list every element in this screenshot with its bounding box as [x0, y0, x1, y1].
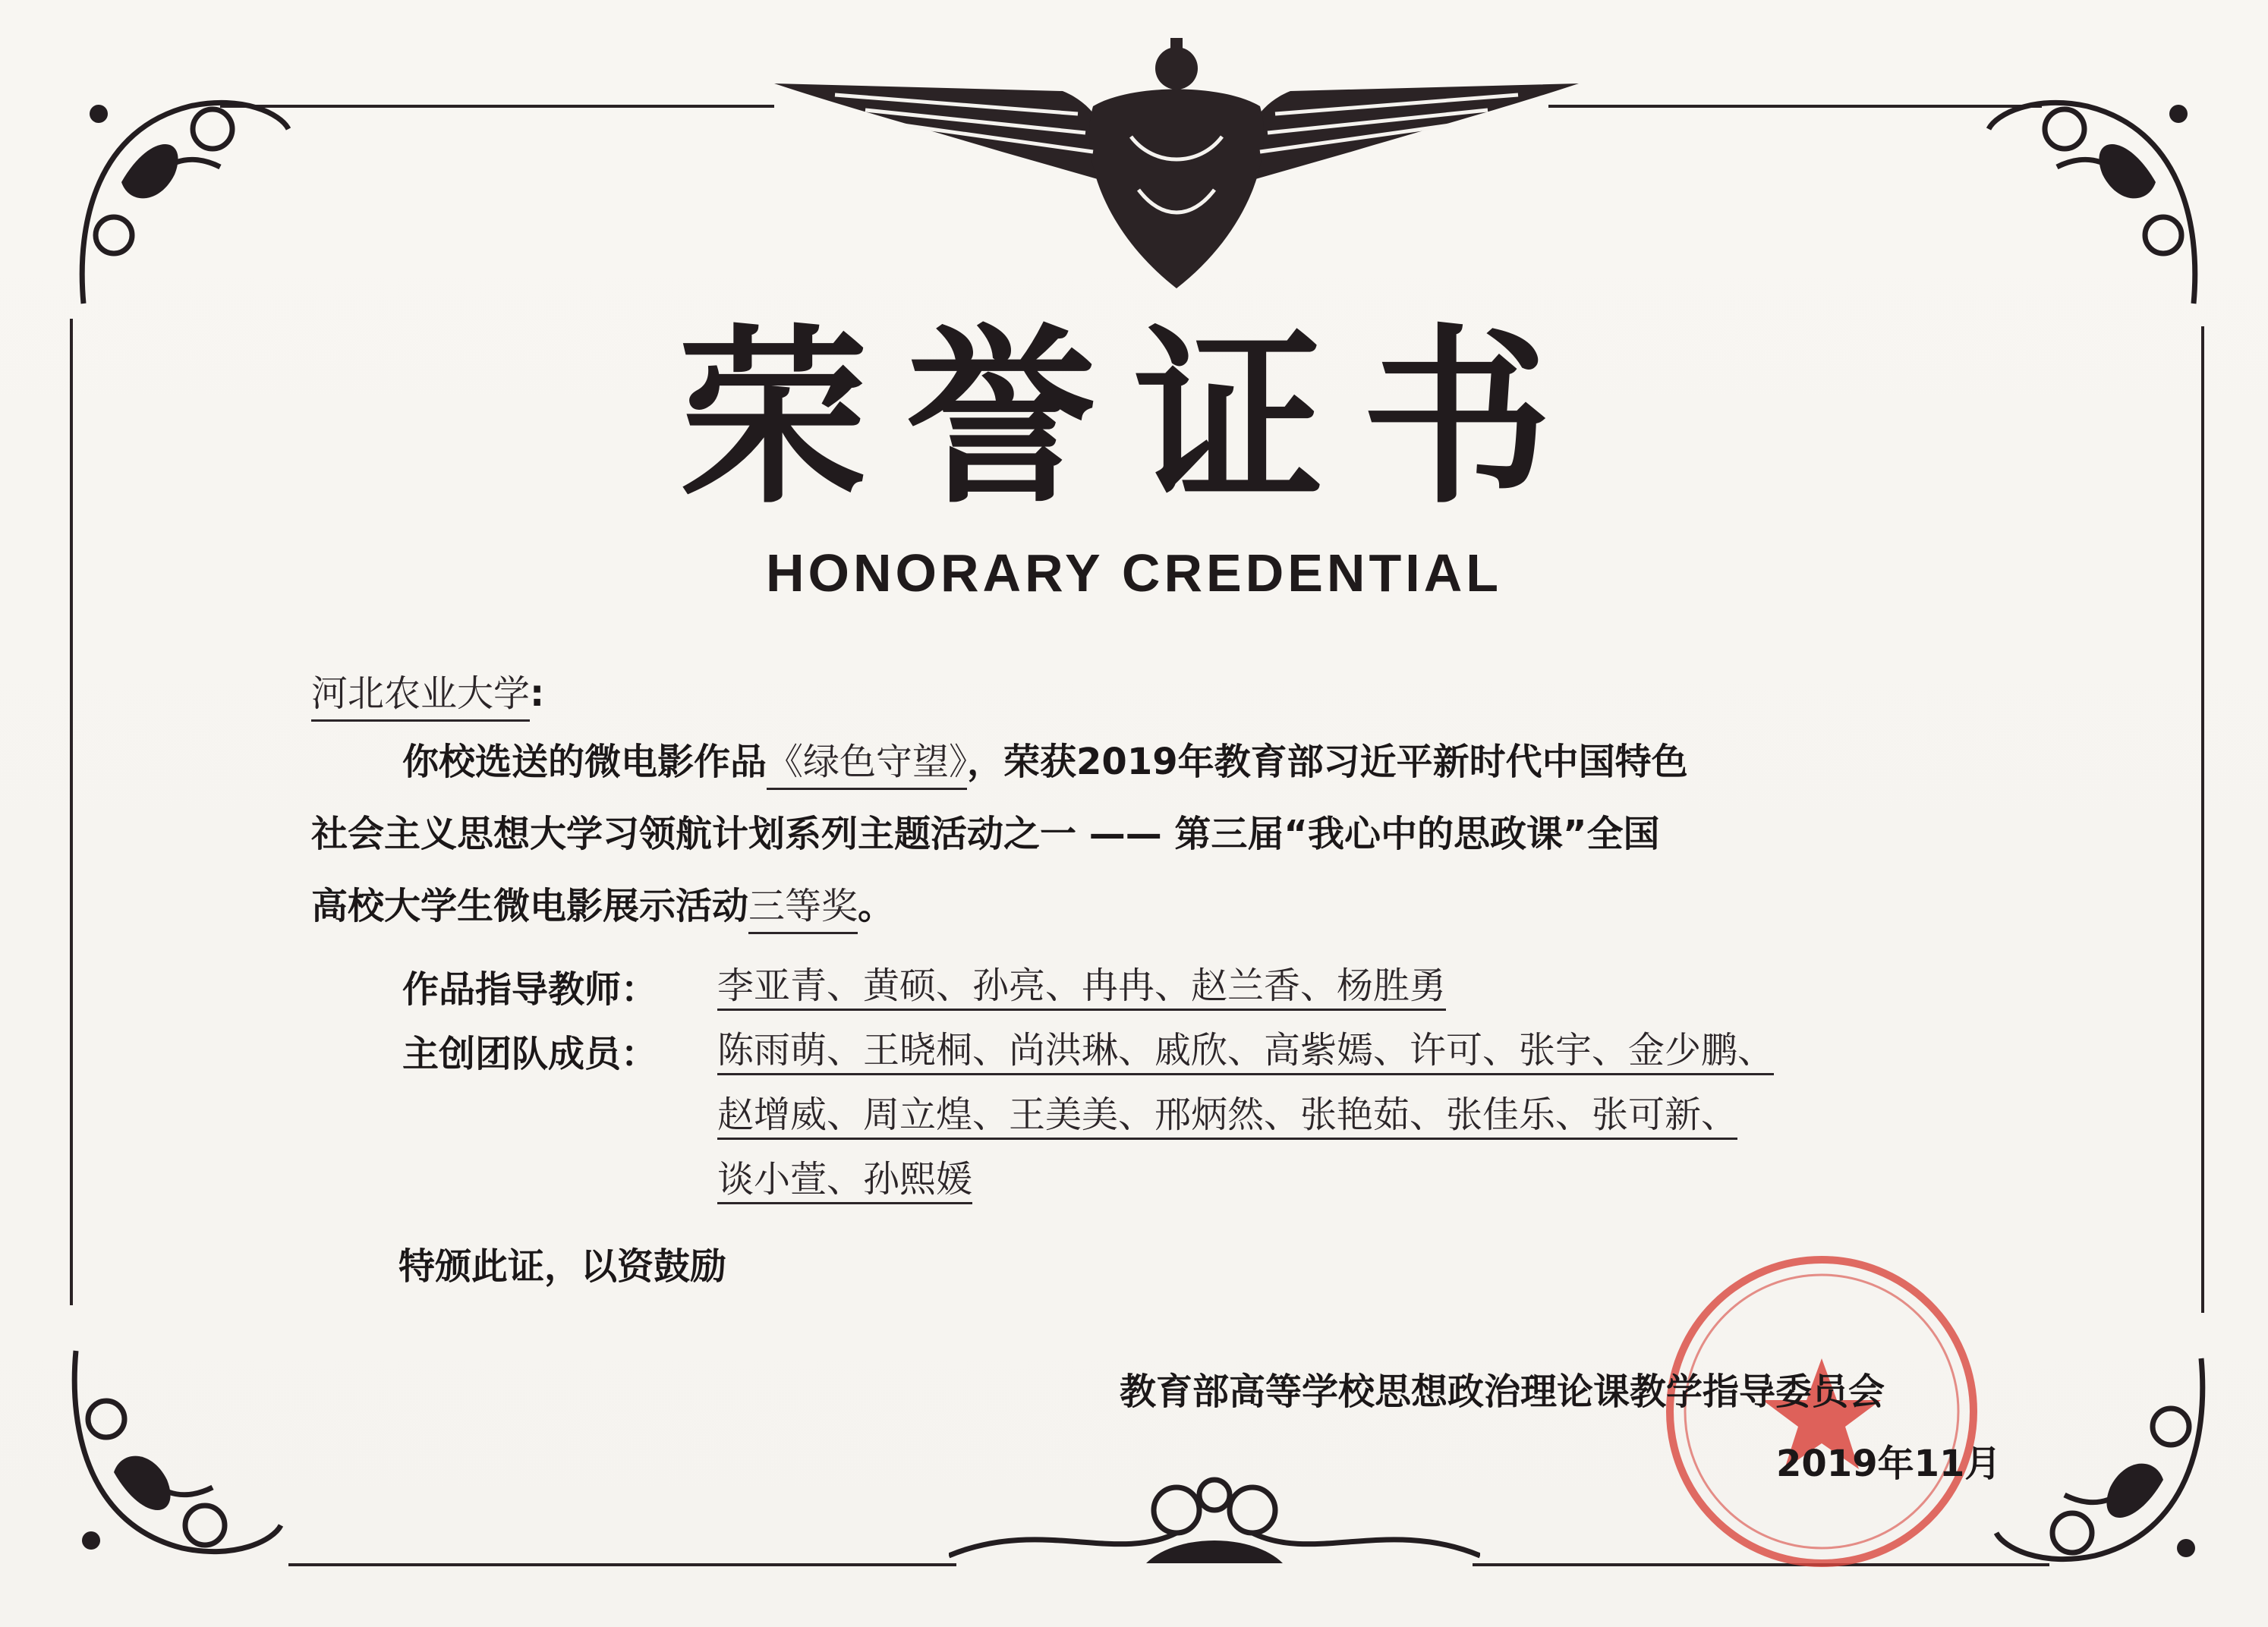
team-label: 主创团队成员： [402, 1033, 658, 1075]
bottom-scroll-ornament [949, 1457, 1480, 1571]
issue-date: 2019年11月 [1776, 1443, 2002, 1485]
advisors-names: 李亚青、黄硕、孙亮、冉冉、赵兰香、杨胜勇 [717, 968, 1446, 1011]
body-line-2: 社会主义思想大学习领航计划系列主题活动之一 —— 第三届“我心中的思政课”全国 [311, 813, 1660, 855]
work-title: 《绿色守望》 [767, 741, 967, 790]
body-line-1-end: ，荣获2019年教育部习近平新时代中国特色 [967, 741, 1688, 783]
body-period: 。 [858, 885, 895, 927]
advisors-label: 作品指导教师： [402, 968, 658, 1011]
recipient-colon: : [530, 672, 545, 715]
certificate-title-chinese: 荣誉证书 [679, 306, 1589, 529]
corner-ornament-bottom-right [1989, 1351, 2216, 1578]
certificate-title-english: HONORARY CREDENTIAL [765, 543, 1503, 603]
body-line-3-start: 高校大学生微电影展示活动 [311, 885, 749, 927]
winged-crest-emblem [774, 38, 1579, 311]
issuing-organization: 教育部高等学校思想政治理论课教学指导委员会 [1120, 1371, 1885, 1413]
frame-bottom-left-line [288, 1563, 956, 1566]
body-line-1 [402, 741, 1688, 783]
body-line-3 [311, 885, 895, 927]
closing-text: 特颁此证，以资鼓励 [398, 1245, 727, 1288]
corner-ornament-top-left [68, 83, 296, 311]
team-line-2: 赵增威、周立煌、王美美、邢炳然、张艳茹、张佳乐、张可新、 [717, 1097, 1737, 1140]
body-line-1-start: 你校选送的微电影作品 [402, 741, 767, 783]
team-line-1: 陈雨萌、王晓桐、尚洪琳、戚欣、高紫嫣、许可、张宇、金少鹏、 [717, 1032, 1774, 1075]
corner-ornament-bottom-left [61, 1343, 288, 1571]
corner-ornament-top-right [1981, 83, 2209, 311]
recipient-line [311, 672, 545, 715]
frame-top-left-line [220, 105, 774, 108]
award-level: 三等奖 [748, 885, 858, 934]
team-line-3: 谈小萱、孙熙媛 [717, 1161, 972, 1204]
frame-top-right-line [1548, 105, 2042, 108]
recipient-name: 河北农业大学 [311, 672, 530, 722]
